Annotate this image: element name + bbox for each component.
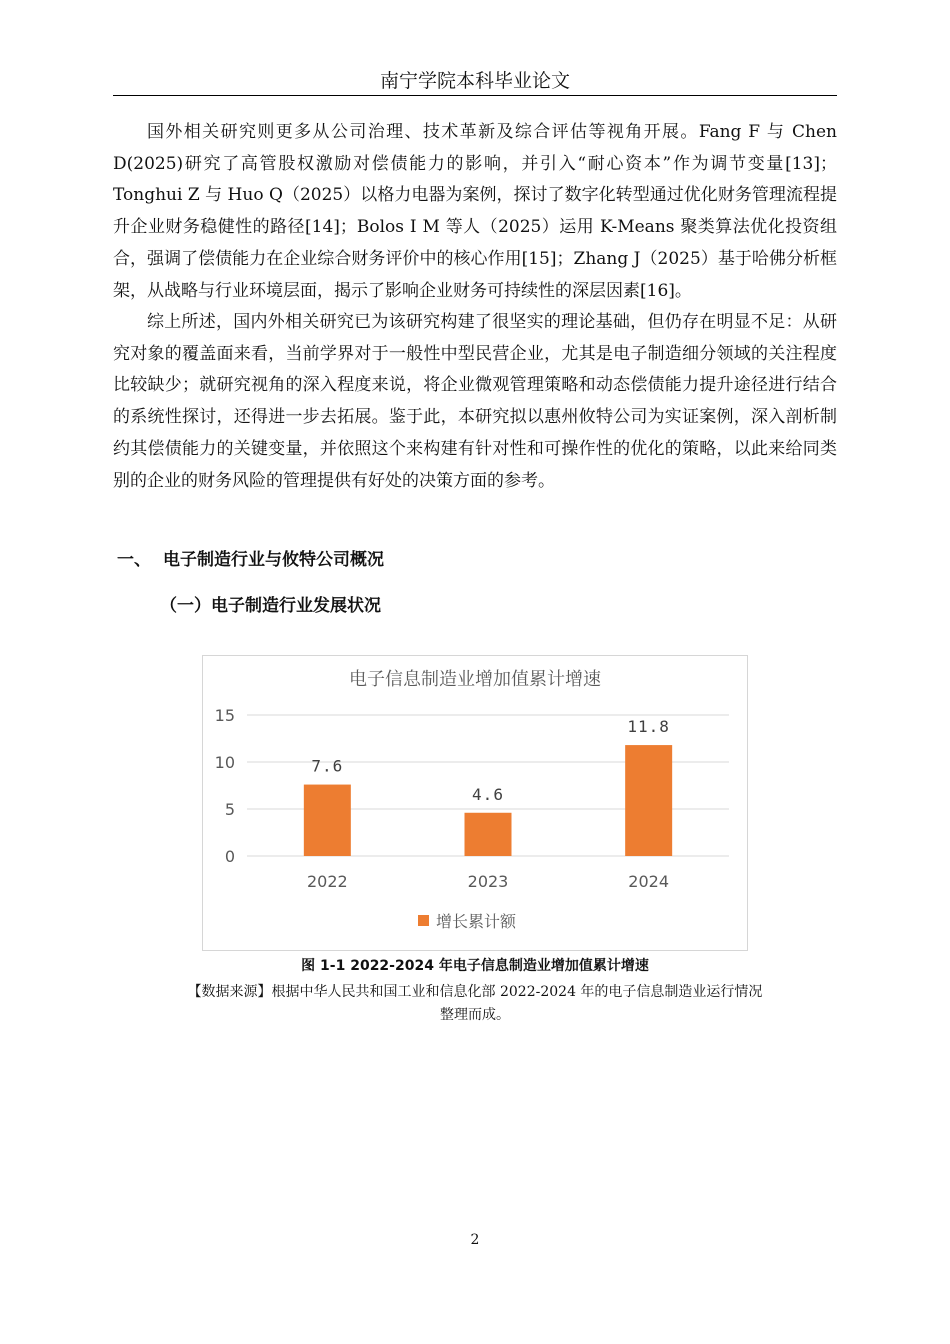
data-label: 11.8 <box>627 717 670 737</box>
x-tick-label: 2023 <box>467 872 509 891</box>
legend-swatch <box>418 915 429 926</box>
y-tick-label: 10 <box>214 753 235 772</box>
page-number: 2 <box>470 1232 480 1248</box>
legend-label: 增长累计额 <box>436 912 517 931</box>
bar <box>625 745 672 856</box>
header-rule <box>113 95 837 96</box>
data-label: 7.6 <box>311 756 344 776</box>
data-source-line-2: 整理而成。 <box>440 1007 510 1023</box>
figure-caption: 图 1-1 2022-2024 年电子信息制造业增加值累计增速 <box>301 958 649 974</box>
x-tick-label: 2024 <box>628 872 670 891</box>
paragraph-summary: 综上所述，国内外相关研究已为该研究构建了很坚实的理论基础，但仍存在明显不足：从研究对象的覆盖面来看，当前学界对于一般性中型民营企业，尤其是电子制造细分领域的关注程度比较缺少；就研究视角的深入程度来说，将企业微观管理策略和动态偿债能力提升途径进行结合的系统性探讨，还得进一步去拓展。鉴于此，本研究拟以惠州攸特公司为实证案例，深入剖析制约其偿债能力的关键变量，并依照这个来构建有针对性和可操作性的优化的策略，以此来给同类别的企业的财务风险的管理提供有好处的决策方面的参考。 <box>113 312 837 491</box>
y-tick-label: 15 <box>214 706 235 725</box>
page-header: 南宁学院本科毕业论文 <box>379 70 570 92</box>
data-source-note <box>113 981 837 1027</box>
bar <box>304 785 351 856</box>
data-label: 4.6 <box>472 784 504 804</box>
y-tick-label: 5 <box>224 800 235 819</box>
section-number: 一、 <box>117 550 151 570</box>
section-title: 电子制造行业与攸特公司概况 <box>163 550 384 570</box>
subsection-heading: （一）电子制造行业发展状况 <box>160 596 381 616</box>
data-source-line-1: 【数据来源】根据中华人民共和国工业和信息化部 2022-2024 年的电子信息制造业运行情况 <box>187 984 763 1000</box>
y-tick-label: 0 <box>224 847 235 866</box>
section-heading <box>117 545 384 570</box>
x-tick-label: 2022 <box>306 872 348 891</box>
chart-canvas <box>203 656 747 950</box>
bar <box>465 813 512 856</box>
chart-title: 电子信息制造业增加值累计增速 <box>349 669 601 690</box>
bar-chart <box>202 655 748 951</box>
paragraph-foreign-research: 国外相关研究则更多从公司治理、技术革新及综合评估等视角开展。Fang F 与 Chen D(2025)研究了高管股权激励对偿债能力的影响，并引入“耐心资本”作为调节变量[13]；Tonghui Z 与 Huo Q（2025）以格力电器为案例，探讨了数字化转型通过优化财务管理流程提升企业财务稳健性的路径[14]；Bolos I M 等人（2025）运用 K-Means 聚类算法优化投资组合，强调了偿债能力在企业综合财务评价中的核心作用[15]；Zhang J（2025）基于哈佛分析框架，从战略与行业环境层面，揭示了影响企业财务可持续性的深层因素[16]。 <box>113 122 837 301</box>
